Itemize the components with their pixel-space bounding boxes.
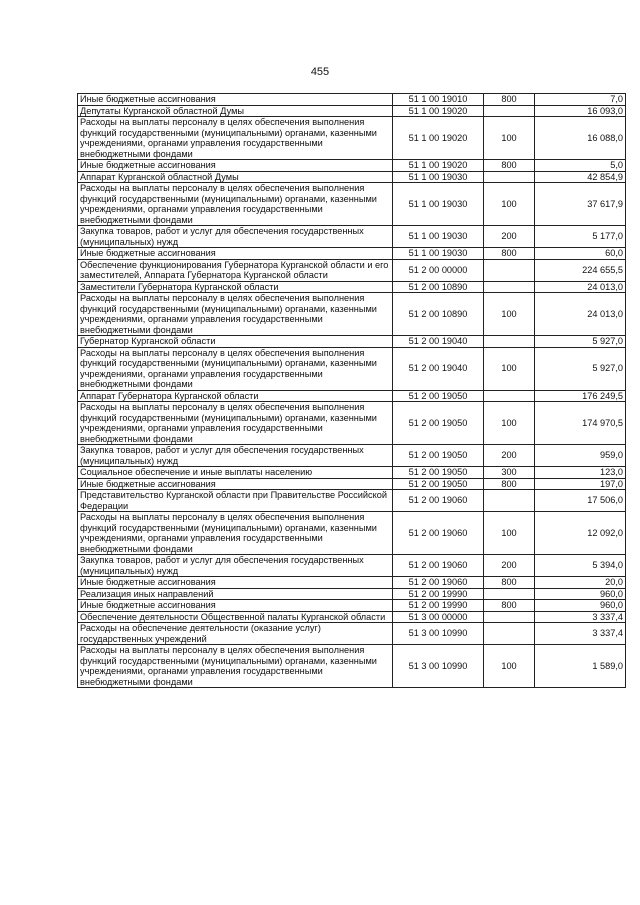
table-row [78, 248, 626, 260]
table-row [78, 347, 626, 390]
table-row [78, 555, 626, 577]
row-type-cell [484, 390, 535, 402]
row-type-cell: 100 [484, 402, 535, 445]
row-name-cell: Закупка товаров, работ и услуг для обеспечения государственных (муниципальных) нужд [78, 445, 393, 467]
table-row [78, 490, 626, 512]
row-type-cell [484, 171, 535, 183]
row-name-cell: Расходы на выплаты персоналу в целях обеспечения выполнения функций государственными (муниципальными) органами, казенными учреждениями, органами управления государственными внебюджетными фондами [78, 347, 393, 390]
row-code-cell: 51 2 00 19060 [393, 577, 484, 589]
page-number: 455 [310, 66, 330, 78]
row-code-cell: 51 1 00 19030 [393, 183, 484, 226]
row-amount-cell: 5 177,0 [535, 226, 626, 248]
table-row [78, 390, 626, 402]
row-name-cell: Иные бюджетные ассигнования [78, 478, 393, 490]
row-amount-cell: 1 589,0 [535, 645, 626, 688]
row-name-cell: Губернатор Курганской области [78, 336, 393, 348]
row-code-cell: 51 2 00 10890 [393, 281, 484, 293]
row-type-cell: 200 [484, 445, 535, 467]
row-code-cell: 51 2 00 19050 [393, 467, 484, 479]
row-amount-cell: 224 655,5 [535, 259, 626, 281]
row-name-cell: Иные бюджетные ассигнования [78, 248, 393, 260]
row-code-cell: 51 3 00 10990 [393, 623, 484, 645]
table-row [78, 623, 626, 645]
row-type-cell [484, 259, 535, 281]
row-type-cell: 100 [484, 293, 535, 336]
row-type-cell: 800 [484, 600, 535, 612]
row-amount-cell: 176 249,5 [535, 390, 626, 402]
row-code-cell: 51 1 00 19030 [393, 171, 484, 183]
table-row [78, 336, 626, 348]
row-code-cell: 51 2 00 19040 [393, 336, 484, 348]
row-name-cell: Иные бюджетные ассигнования [78, 577, 393, 589]
row-amount-cell: 24 013,0 [535, 281, 626, 293]
table-row [78, 577, 626, 589]
table-row [78, 445, 626, 467]
row-type-cell: 100 [484, 645, 535, 688]
table-row [78, 293, 626, 336]
row-amount-cell: 960,0 [535, 588, 626, 600]
row-name-cell: Расходы на выплаты персоналу в целях обеспечения выполнения функций государственными (муниципальными) органами, казенными учреждениями, органами управления государственными внебюджетными фондами [78, 293, 393, 336]
row-amount-cell: 5,0 [535, 160, 626, 172]
row-type-cell: 800 [484, 160, 535, 172]
row-amount-cell: 5 927,0 [535, 336, 626, 348]
row-code-cell: 51 2 00 19050 [393, 445, 484, 467]
row-code-cell: 51 2 00 19990 [393, 600, 484, 612]
table-row [78, 588, 626, 600]
row-amount-cell: 16 088,0 [535, 117, 626, 160]
row-type-cell [484, 588, 535, 600]
row-amount-cell: 42 854,9 [535, 171, 626, 183]
row-code-cell: 51 2 00 10890 [393, 293, 484, 336]
row-amount-cell: 12 092,0 [535, 512, 626, 555]
row-amount-cell: 123,0 [535, 467, 626, 479]
row-code-cell: 51 1 00 19020 [393, 105, 484, 117]
row-type-cell [484, 336, 535, 348]
row-code-cell: 51 3 00 00000 [393, 611, 484, 623]
row-name-cell: Аппарат Курганской областной Думы [78, 171, 393, 183]
row-code-cell: 51 2 00 19050 [393, 402, 484, 445]
row-name-cell: Депутаты Курганской областной Думы [78, 105, 393, 117]
row-code-cell: 51 2 00 19060 [393, 555, 484, 577]
row-name-cell: Социальное обеспечение и иные выплаты населению [78, 467, 393, 479]
row-type-cell [484, 281, 535, 293]
row-type-cell: 800 [484, 94, 535, 106]
row-amount-cell: 960,0 [535, 600, 626, 612]
row-amount-cell: 959,0 [535, 445, 626, 467]
table-row [78, 467, 626, 479]
row-type-cell: 100 [484, 347, 535, 390]
row-type-cell: 800 [484, 248, 535, 260]
row-name-cell: Заместители Губернатора Курганской области [78, 281, 393, 293]
row-code-cell: 51 2 00 19990 [393, 588, 484, 600]
row-name-cell: Иные бюджетные ассигнования [78, 600, 393, 612]
table-row [78, 226, 626, 248]
row-type-cell: 100 [484, 512, 535, 555]
row-type-cell: 100 [484, 117, 535, 160]
row-type-cell: 300 [484, 467, 535, 479]
row-amount-cell: 17 506,0 [535, 490, 626, 512]
row-code-cell: 51 2 00 19060 [393, 490, 484, 512]
row-type-cell: 800 [484, 478, 535, 490]
table-row [78, 183, 626, 226]
row-amount-cell: 16 093,0 [535, 105, 626, 117]
row-amount-cell: 7,0 [535, 94, 626, 106]
table-row [78, 645, 626, 688]
row-name-cell: Реализация иных направлений [78, 588, 393, 600]
row-type-cell: 200 [484, 555, 535, 577]
row-type-cell [484, 623, 535, 645]
row-name-cell: Обеспечение функционирования Губернатора Курганской области и его заместителей, Аппарата Губернатора Курганской области [78, 259, 393, 281]
row-name-cell: Расходы на выплаты персоналу в целях обеспечения выполнения функций государственными (муниципальными) органами, казенными учреждениями, органами управления государственными внебюджетными фондами [78, 117, 393, 160]
table-row [78, 105, 626, 117]
table-row [78, 478, 626, 490]
table-row [78, 402, 626, 445]
row-name-cell: Иные бюджетные ассигнования [78, 160, 393, 172]
row-name-cell: Иные бюджетные ассигнования [78, 94, 393, 106]
row-type-cell [484, 105, 535, 117]
row-name-cell: Аппарат Губернатора Курганской области [78, 390, 393, 402]
row-code-cell: 51 1 00 19020 [393, 160, 484, 172]
row-name-cell: Закупка товаров, работ и услуг для обеспечения государственных (муниципальных) нужд [78, 555, 393, 577]
row-amount-cell: 5 927,0 [535, 347, 626, 390]
row-type-cell: 100 [484, 183, 535, 226]
budget-table-body [78, 94, 626, 688]
row-type-cell [484, 611, 535, 623]
row-amount-cell: 60,0 [535, 248, 626, 260]
row-amount-cell: 24 013,0 [535, 293, 626, 336]
row-amount-cell: 3 337,4 [535, 623, 626, 645]
budget-table [77, 93, 626, 688]
table-row [78, 611, 626, 623]
row-amount-cell: 174 970,5 [535, 402, 626, 445]
row-name-cell: Расходы на обеспечение деятельности (оказание услуг) государственных учреждений [78, 623, 393, 645]
row-name-cell: Представительство Курганской области при Правительстве Российской Федерации [78, 490, 393, 512]
row-type-cell [484, 490, 535, 512]
row-name-cell: Расходы на выплаты персоналу в целях обеспечения выполнения функций государственными (муниципальными) органами, казенными учреждениями, органами управления государственными внебюджетными фондами [78, 645, 393, 688]
row-amount-cell: 20,0 [535, 577, 626, 589]
table-row [78, 512, 626, 555]
row-amount-cell: 37 617,9 [535, 183, 626, 226]
row-amount-cell: 5 394,0 [535, 555, 626, 577]
row-name-cell: Обеспечение деятельности Общественной палаты Курганской области [78, 611, 393, 623]
row-code-cell: 51 1 00 19020 [393, 117, 484, 160]
row-code-cell: 51 1 00 19030 [393, 226, 484, 248]
row-amount-cell: 3 337,4 [535, 611, 626, 623]
table-row [78, 160, 626, 172]
table-row [78, 171, 626, 183]
table-row [78, 117, 626, 160]
row-amount-cell: 197,0 [535, 478, 626, 490]
row-type-cell: 800 [484, 577, 535, 589]
row-code-cell: 51 2 00 19050 [393, 390, 484, 402]
row-code-cell: 51 1 00 19010 [393, 94, 484, 106]
table-row [78, 600, 626, 612]
row-type-cell: 200 [484, 226, 535, 248]
row-name-cell: Расходы на выплаты персоналу в целях обеспечения выполнения функций государственными (муниципальными) органами, казенными учреждениями, органами управления государственными внебюджетными фондами [78, 512, 393, 555]
row-code-cell: 51 2 00 19060 [393, 512, 484, 555]
row-code-cell: 51 2 00 19050 [393, 478, 484, 490]
row-code-cell: 51 2 00 00000 [393, 259, 484, 281]
row-code-cell: 51 1 00 19030 [393, 248, 484, 260]
row-name-cell: Расходы на выплаты персоналу в целях обеспечения выполнения функций государственными (муниципальными) органами, казенными учреждениями, органами управления государственными внебюджетными фондами [78, 183, 393, 226]
table-row [78, 94, 626, 106]
row-name-cell: Расходы на выплаты персоналу в целях обеспечения выполнения функций государственными (муниципальными) органами, казенными учреждениями, органами управления государственными внебюджетными фондами [78, 402, 393, 445]
row-code-cell: 51 2 00 19040 [393, 347, 484, 390]
table-row [78, 259, 626, 281]
row-code-cell: 51 3 00 10990 [393, 645, 484, 688]
table-row [78, 281, 626, 293]
row-name-cell: Закупка товаров, работ и услуг для обеспечения государственных (муниципальных) нужд [78, 226, 393, 248]
